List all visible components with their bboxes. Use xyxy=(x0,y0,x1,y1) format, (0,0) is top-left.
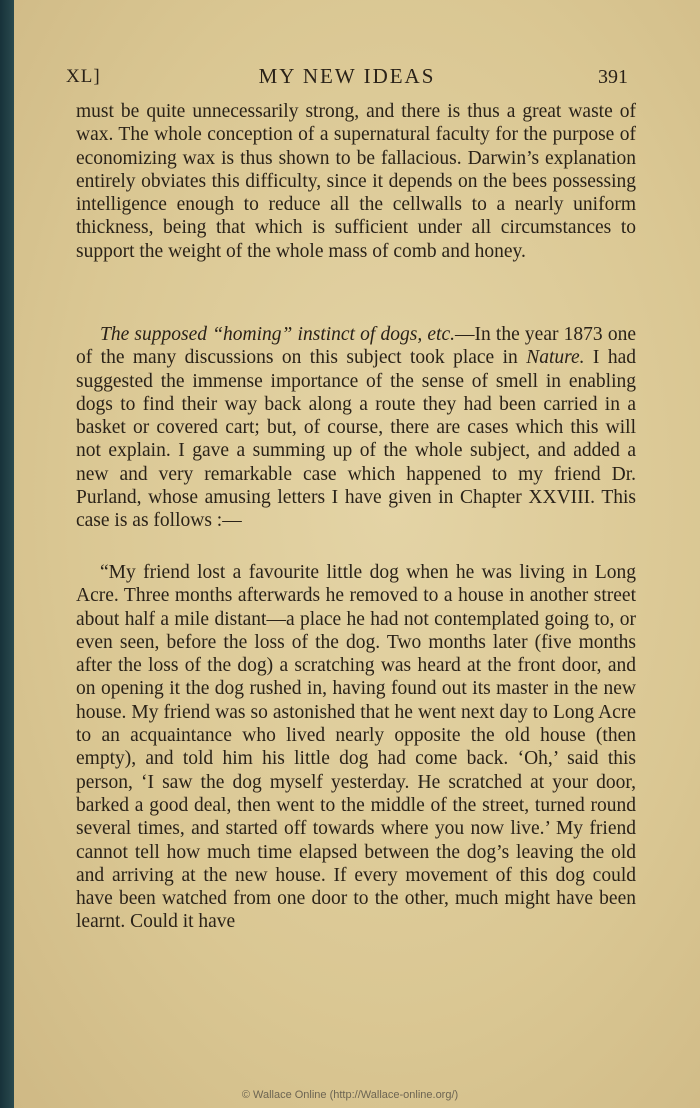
paragraph-text: —In the year 1873 one of the many discussions on this subject took place in xyxy=(76,324,636,369)
paragraph-dog-story-quote: “My friend lost a favourite little dog when he was living in Long Acre. Three months afterwards he removed to a house in another street about half a mile distant—a place he had not contemplated going to, or even seen, before the loss of the dog. Two months later (five months after the loss of the dog) a scratching was heard at the front door, and on opening it the dog rushed in, having found out its master in the new house. My friend was so astonished that he went next day to Long Acre to an acquaintance who lived nearly opposite the old house (then empty), and told him his little dog had come back. ‘Oh,’ said this person, ‘I saw the dog myself yesterday. He scratched at your door, barked a good deal, then went to the middle of the street, turned round several times, and started off towards where you now live.’ My friend cannot tell how much time elapsed between the dog’s leaving the old and arriving at the new house. If every movement of this dog could have been watched from one door to the other, much might have been learnt. Could it have xyxy=(76,562,636,933)
section-heading-homing-instinct: The supposed “homing” instinct of dogs, etc. xyxy=(100,324,455,345)
paragraph-homing-instinct xyxy=(76,323,636,533)
paragraph-bees-wax: must be quite unnecessarily strong, and there is thus a great waste of wax. The whole conception of a supernatural faculty for the purpose of economizing wax is thus shown to be fallacious. Darwin’s explanation entirely obviates this difficulty, since it depends on the bees possessing intelligence enough to reduce all the cellwalls to a nearly uniform thickness, being that which is sufficient under all circumstances to support the weight of the whole mass of comb and honey. xyxy=(76,101,636,262)
journal-title-nature: Nature. xyxy=(526,347,585,369)
paragraph-text: I had suggested the immense importance of the sense of smell in enabling dogs to find their way back along a route they had been carried in a basket or covered cart; but, of course, there are cases which this will not explain. I gave a summing up of the whole subject, and added a new and very remarkable case which happened to my friend Dr. Purland, whose amusing letters I have given in Chapter XXVIII. This case is as follows :— xyxy=(76,347,636,532)
copyright-footer: © Wallace Online (http://Wallace-online.org/) xyxy=(241,1089,459,1101)
book-spine-edge xyxy=(0,0,14,1108)
chapter-number: XL] xyxy=(66,66,101,87)
page-number: 391 xyxy=(598,66,628,88)
running-title: MY NEW IDEAS xyxy=(258,64,436,88)
running-header xyxy=(66,64,628,94)
